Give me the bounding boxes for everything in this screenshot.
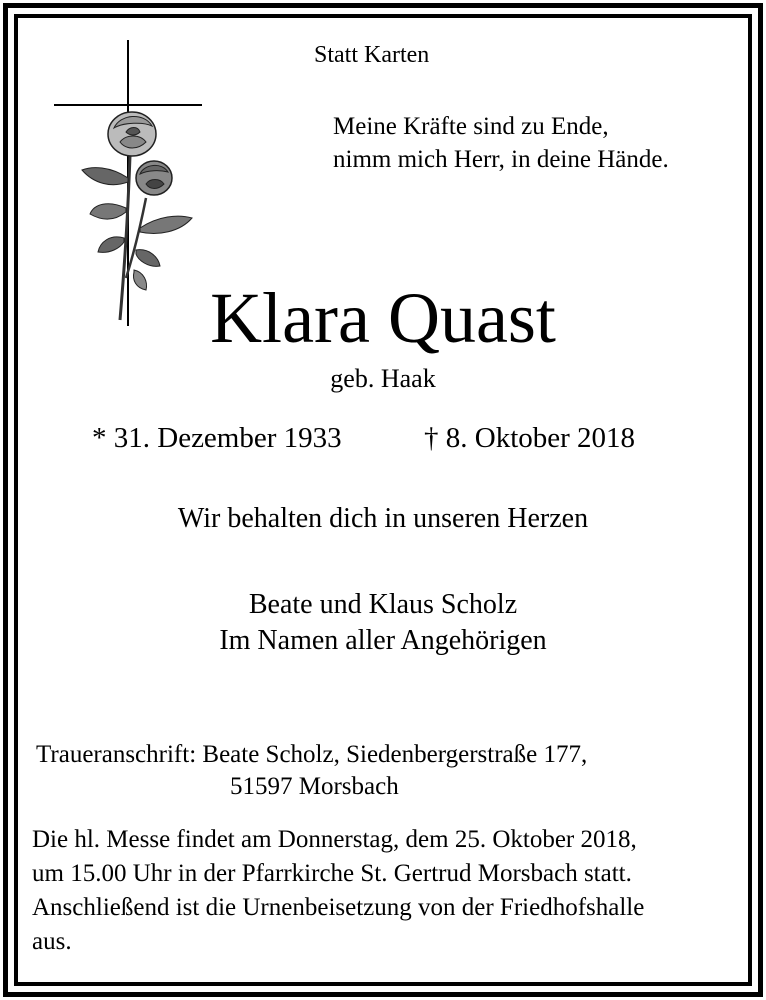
birth-date: * 31. Dezember 1933	[92, 422, 342, 454]
verse-line-2: nimm mich Herr, in deine Hände.	[333, 146, 669, 173]
statt-karten: Statt Karten	[314, 42, 430, 68]
service-info	[32, 823, 752, 959]
family-line-1: Beate und Klaus Scholz	[248, 589, 518, 620]
mourning-address-line-1: Traueranschrift: Beate Scholz, Siedenbergerstraße 177,	[36, 741, 588, 768]
verse-line-1: Meine Kräfte sind zu Ende,	[333, 113, 609, 140]
verse	[333, 110, 669, 176]
memorial-message: Wir behalten dich in unseren Herzen	[177, 503, 589, 534]
service-line-2: um 15.00 Uhr in der Pfarrkirche St. Gertrud Morsbach statt.	[32, 860, 632, 887]
service-line-4: aus.	[32, 928, 72, 955]
maiden-name: geb. Haak	[330, 364, 436, 393]
service-line-3: Anschließend ist die Urnenbeisetzung von der Friedhofshalle	[32, 894, 645, 921]
family-line-2: Im Namen aller Angehörigen	[219, 625, 547, 656]
death-date: † 8. Oktober 2018	[424, 422, 636, 454]
mourning-address-line-2: 51597 Morsbach	[230, 773, 399, 800]
family-signature	[0, 587, 766, 659]
service-line-1: Die hl. Messe findet am Donnerstag, dem 25. Oktober 2018,	[32, 826, 637, 853]
deceased-name: Klara Quast	[210, 278, 556, 358]
